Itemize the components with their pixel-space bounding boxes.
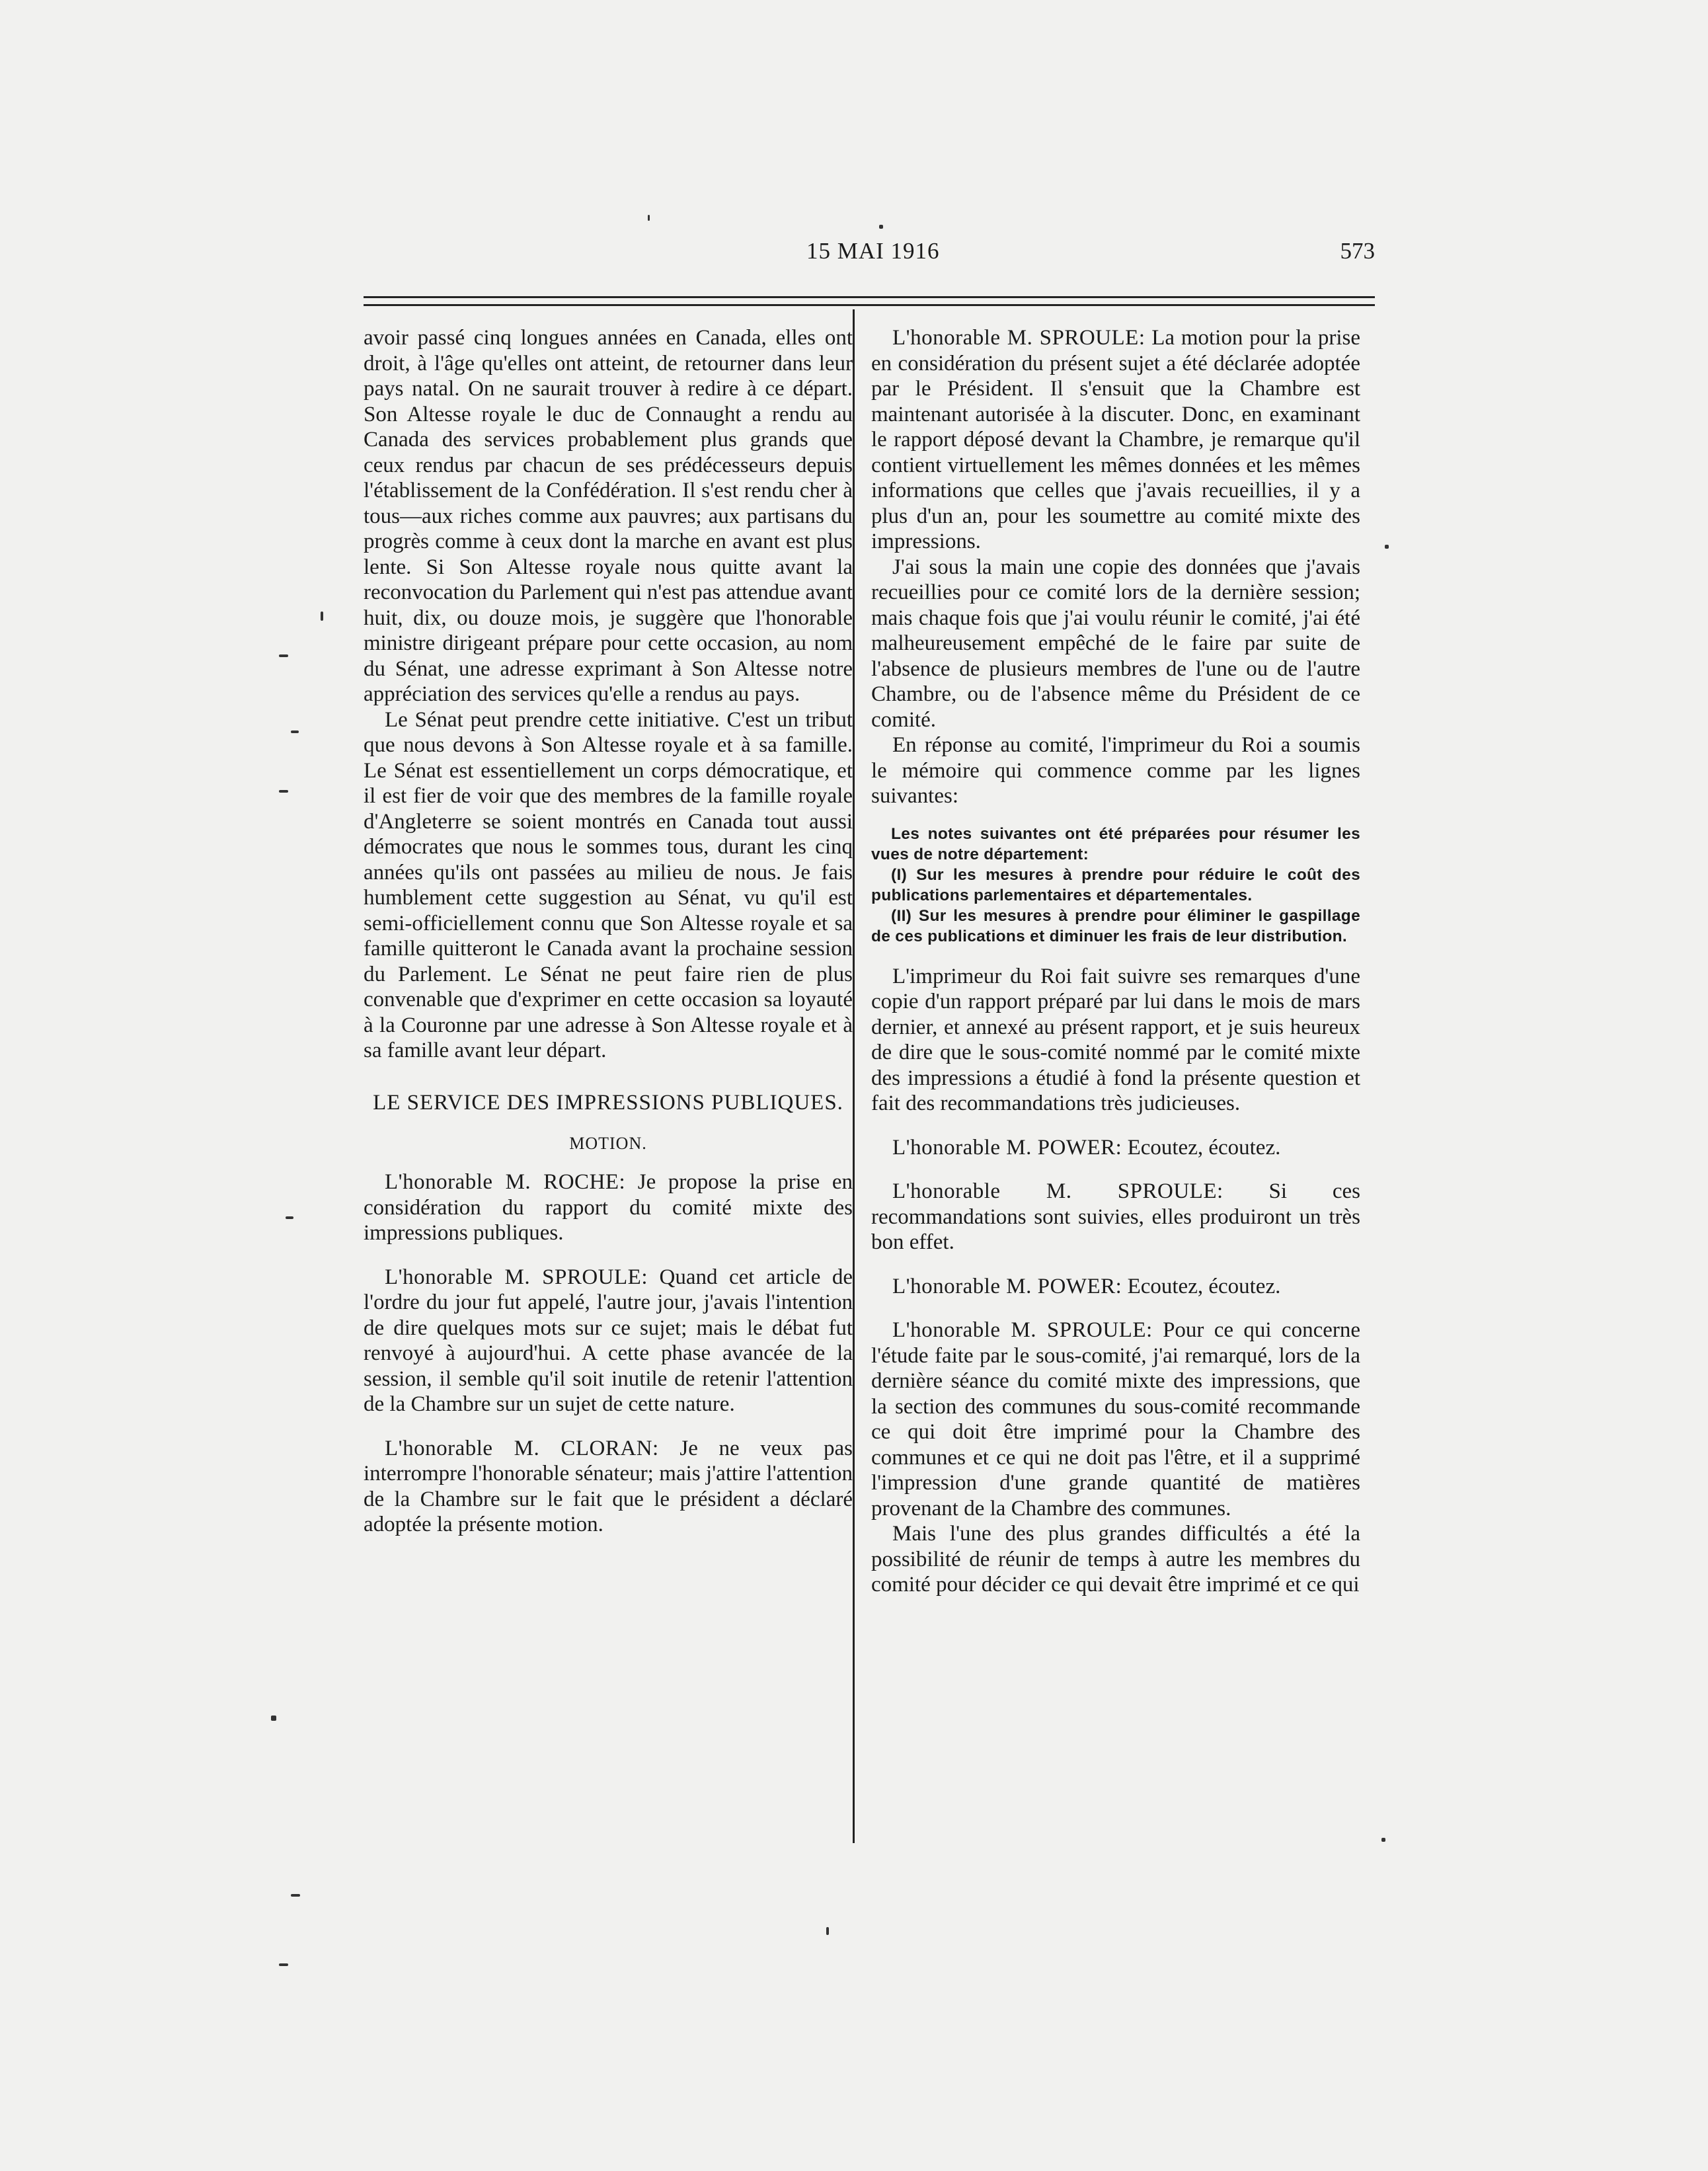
scan-speck — [279, 1963, 288, 1966]
speech-text: Quand cet article de l'ordre du jour fut appelé, l'autre jour, j'avais l'intention de dire quelques mots sur ce sujet; mais le débat fut renvoyé à aujourd'hui. A cette phase avancée de la session, il semble qu'il soit inutile de retenir l'attention de la Chambre sur un sujet de cette nature. — [364, 1265, 853, 1416]
page-number: 573 — [1340, 238, 1375, 264]
page-header — [364, 238, 1375, 271]
speech-text: Je ne veux pas interrompre l'honorable sénateur; mais j'attire l'attention de la Chambre sur le fait que le président a déclaré adoptée la présente motion. — [364, 1436, 853, 1536]
speaker-name: L'honorable M. ROCHE: — [385, 1170, 626, 1194]
scan-speck — [1385, 545, 1389, 549]
speaker-name: L'honorable M. POWER: — [892, 1274, 1122, 1298]
right-column — [871, 325, 1360, 1598]
speaker-name: L'honorable M. SPROULE: — [385, 1265, 648, 1289]
speech-paragraph — [364, 1436, 853, 1538]
speaker-name: L'honorable M. CLORAN: — [385, 1436, 659, 1460]
speech-paragraph — [364, 1169, 853, 1246]
header-rule-top — [364, 296, 1375, 298]
header-rule-bottom — [364, 304, 1375, 306]
scan-speck — [291, 1894, 300, 1897]
quote-line: (II) Sur les mesures à prendre pour éliminer le gaspillage de ces publications et diminuer les frais de leur distribution. — [871, 906, 1360, 945]
scan-speck — [279, 654, 288, 657]
scan-speck — [648, 215, 650, 221]
scan-speck — [1381, 1838, 1385, 1842]
scan-speck — [826, 1927, 829, 1935]
paragraph: J'ai sous la main une copie des données que j'avais recueillies pour ce comité lors de la dernière session; mais chaque fois que j'ai voulu réunir le comité, j'ai été malheureusement empêché de le faire par suite de l'absence de plusieurs membres de l'une ou de l'autre Chambre, ou de l'absence même du Président de ce comité. — [871, 555, 1360, 732]
scan-speck — [271, 1716, 276, 1721]
speech-text: Je propose la prise en considération du rapport du comité mixte des impressions publiques. — [364, 1170, 853, 1245]
left-column — [364, 325, 853, 1538]
speech-paragraph — [871, 1274, 1360, 1300]
paragraph: L'imprimeur du Roi fait suivre ses remarques d'une copie d'un rapport préparé par lui dans le mois de mars dernier, et annexé au présent rapport, et je suis heureux de dire que le sous-comité nommé par le comité mixte des impressions a étudié à fond la présente question et fait des recommandations très judicieuses. — [871, 964, 1360, 1115]
speech-text: Pour ce qui concerne l'étude faite par le sous-comité, j'ai remarqué, lors de la dernière séance du comité mixte des impressions, que la section des communes du sous-comité recommande ce qui doit être imprimé pour la Chambre des communes et ce qui ne doit pas l'être, et il a supprimé l'impression d'une grande quantité de matières provenant de la Chambre des communes. — [871, 1318, 1361, 1520]
paragraph: Mais l'une des plus grandes difficultés a été la possibilité de réunir de temps à autre les membres du comité pour décider ce qui devait être imprimé et ce qui — [871, 1522, 1360, 1597]
paragraph: En réponse au comité, l'imprimeur du Roi a soumis le mémoire qui commence comme par les lignes suivantes: — [871, 733, 1360, 808]
scan-speck — [291, 730, 299, 733]
speech-paragraph — [871, 1135, 1360, 1161]
scan-speck — [879, 225, 883, 229]
scan-speck — [321, 612, 323, 621]
speaker-name: L'honorable M. SPROULE: — [892, 1318, 1153, 1342]
quoted-memo — [871, 824, 1360, 947]
paragraph: avoir passé cinq longues années en Canada, elles ont droit, à l'âge qu'elles ont atteint, de retourner dans leur pays natal. On ne saurait trouver à redire à ce départ. Son Altesse royale le duc de Connaught a rendu au Canada des services probablement plus grands que ceux rendus par chacun de ses prédécesseurs depuis l'établissement de la Confédération. Il s'est rendu cher à tous—aux riches comme aux pauvres; aux partisans du progrès comme à ceux dont la marche en avant est plus lente. Si Son Altesse royale nous quitte avant la reconvocation du Parlement qui n'est pas attendue avant huit, dix, ou douze mois, je suggère que l'honorable ministre dirigeant prépare pour cette occasion, au nom du Sénat, une adresse exprimant à Son Altesse notre appréciation des services qu'elle a rendus au pays. — [364, 326, 853, 706]
speech-text: Ecoutez, écoutez. — [1127, 1135, 1281, 1160]
speech-paragraph — [871, 1179, 1360, 1255]
paragraph: Le Sénat peut prendre cette initiative. C'est un tribut que nous devons à Son Altesse royale et à sa famille. Le Sénat est essentiellement un corps démocratique, et il est fier de voir que des membres de la famille royale d'Angleterre se soient montrés en Canada tout aussi démocrates que nous le sommes tous, durant les cinq années qu'ils ont passées au milieu de nous. Je fais humblement cette suggestion au Sénat, vu qu'il est semi-officiellement connu que Son Altesse royale et sa famille quitteront le Canada avant la prochaine session du Parlement. Le Sénat ne peut faire rien de plus convenable que d'exprimer en cette occasion sa loyauté à la Couronne par une adresse à Son Altesse royale et à sa famille avant leur départ. — [364, 707, 853, 1062]
scan-speck — [279, 790, 288, 793]
speech-text: Ecoutez, écoutez. — [1127, 1274, 1281, 1298]
speaker-name: L'honorable M. SPROULE: — [892, 326, 1145, 350]
section-title: LE SERVICE DES IMPRESSIONS PUBLIQUES. — [373, 1090, 843, 1115]
speech-paragraph — [871, 1318, 1360, 1521]
quote-line: (I) Sur les mesures à prendre pour réduire le coût des publications parlementaires et départementales. — [871, 865, 1360, 904]
quote-line: Les notes suivantes ont été préparées pour résumer les vues de notre département: — [871, 824, 1360, 863]
speech-paragraph — [364, 1265, 853, 1417]
scan-speck — [286, 1216, 293, 1219]
speech-text: Si ces recommandations sont suivies, elles produiront un très bon effet. — [871, 1179, 1360, 1254]
speech-paragraph — [871, 325, 1360, 555]
column-divider — [853, 309, 855, 1843]
speaker-name: L'honorable M. POWER: — [892, 1135, 1122, 1160]
section-subtitle: MOTION. — [569, 1133, 647, 1153]
speaker-name: L'honorable M. SPROULE: — [892, 1179, 1223, 1203]
speech-text: La motion pour la prise en considération du présent sujet a été déclarée adoptée par le Président. Il s'ensuit que la Chambre est maintenant autorisée à la discuter. Donc, en examinant le rapport déposé devant la Chambre, je remarque qu'il contient virtuellement les mêmes données et les mêmes informations que celles que j'avais recueillies, il y a plus d'un an, pour les soumettre au comité mixte des impressions. — [871, 326, 1361, 553]
header-date: 15 MAI 1916 — [806, 238, 940, 264]
